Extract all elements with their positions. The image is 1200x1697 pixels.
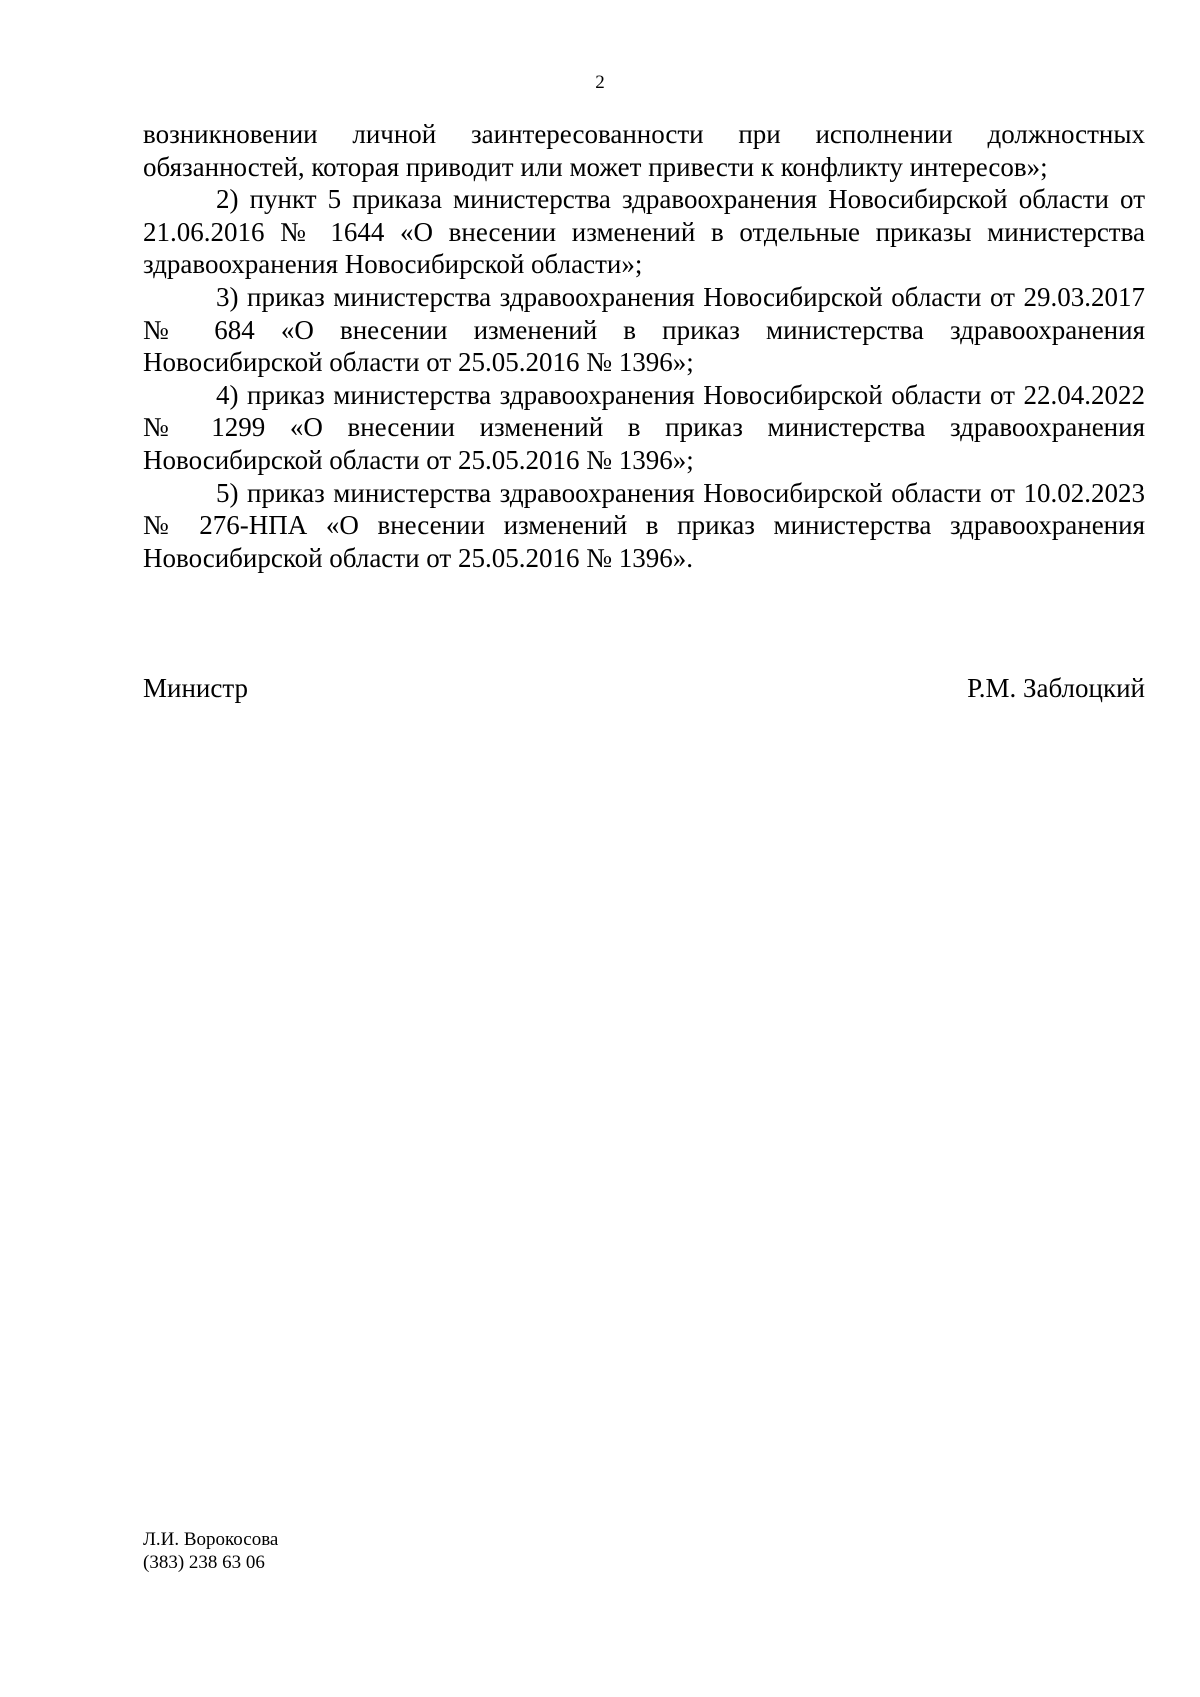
list-item-5: 5) приказ министерства здравоохранения Новосибирской области от 10.02.2023 № 276-НПА «О внесении изменений в приказ министерства здравоохранения Новосибирской области от 25.05.2016 № 1396». [143, 477, 1145, 573]
signer-position: Министр [143, 673, 248, 703]
document-body [143, 118, 1145, 574]
list-item-3: 3) приказ министерства здравоохранения Новосибирской области от 29.03.2017 № 684 «О внесении изменений в приказ министерства здравоохранения Новосибирской области от 25.05.2016 № 1396»; [143, 281, 1145, 378]
signer-name: Р.М. Заблоцкий [967, 673, 1145, 703]
executor-name: Л.И. Ворокосова [143, 1529, 279, 1550]
paragraph-continuation: возникновении личной заинтересованности при исполнении должностных обязанностей, которая приводит или может привести к конфликту интересов»; [143, 119, 1145, 182]
page-number: 2 [595, 72, 605, 93]
list-item-2: 2) пункт 5 приказа министерства здравоохранения Новосибирской области от 21.06.2016 № 1644 «О внесении изменений в отдельные приказы министерства здравоохранения Новосибирской области»; [143, 184, 1145, 280]
executor-phone: (383) 238 63 06 [143, 1552, 265, 1573]
executor-contact [143, 1528, 278, 1574]
signature-block [143, 671, 1145, 705]
list-item-4: 4) приказ министерства здравоохранения Новосибирской области от 22.04.2022 № 1299 «О внесении изменений в приказ министерства здравоохранения Новосибирской области от 25.05.2016 № 1396»; [143, 379, 1145, 475]
